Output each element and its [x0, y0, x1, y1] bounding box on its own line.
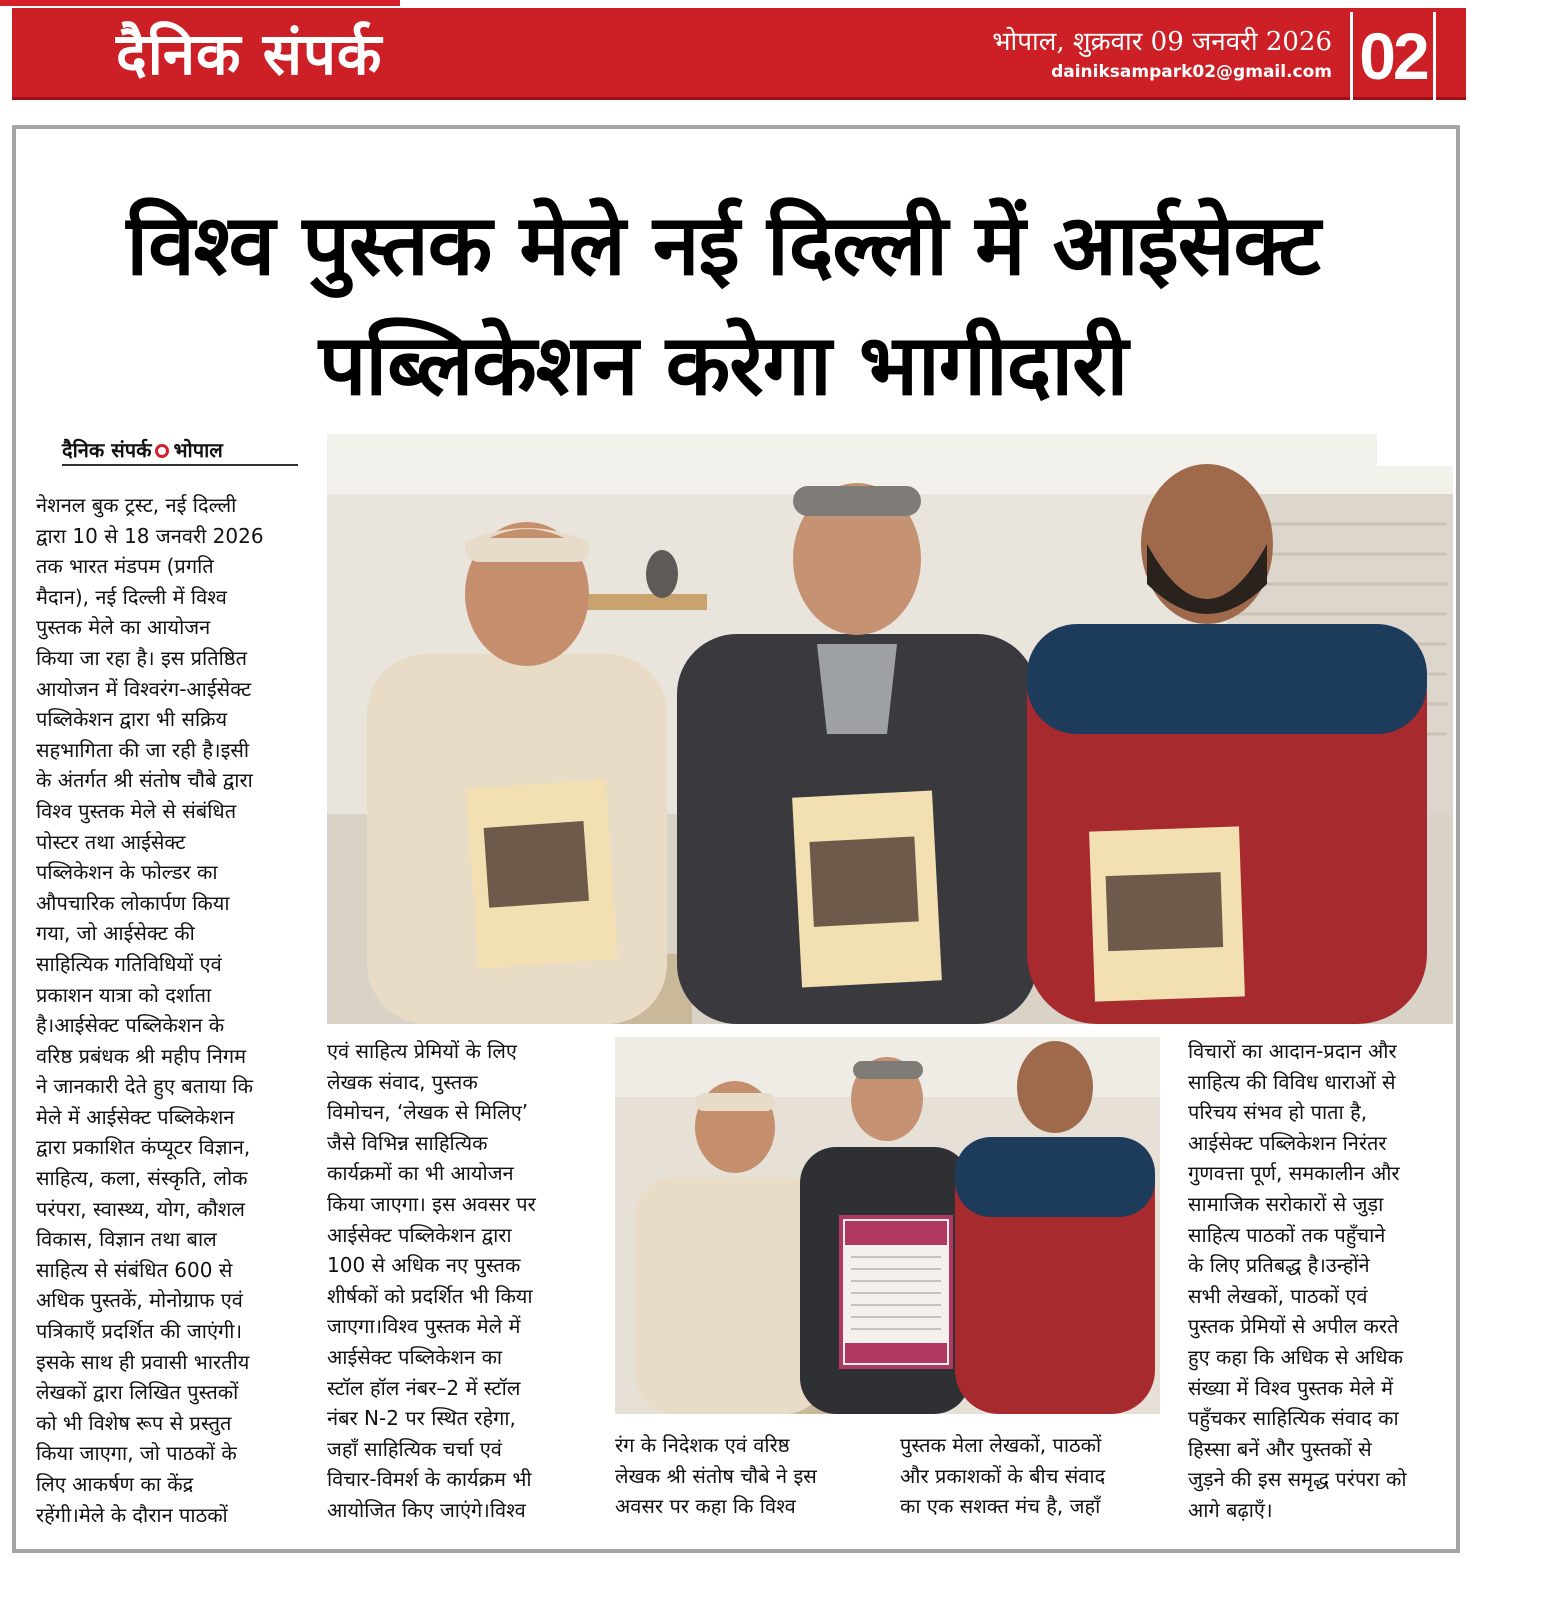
- main-photo-illustration: [327, 434, 1453, 1024]
- byline-paper: दैनिक संपर्क: [62, 438, 152, 462]
- byline: [62, 436, 298, 466]
- top-red-tab: [0, 0, 400, 6]
- secondary-photo-illustration: [615, 1037, 1160, 1414]
- headline-line-1: विश्व पुस्तक मेले नई दिल्ली में आईसेक्ट: [126, 196, 1320, 294]
- top-strip: [0, 0, 1546, 8]
- article-column-3: रंग के निदेशक एवं वरिष्ठ लेखक श्री संतोष चौबे ने इस अवसर पर कहा कि विश्व: [615, 1433, 817, 1519]
- headline-line-2: पब्लिकेशन करेगा भागीदारी: [318, 316, 1128, 414]
- byline-city: भोपाल: [173, 438, 223, 462]
- contact-email: dainiksampark02@gmail.com: [1051, 62, 1332, 82]
- article-column-1: नेशनल बुक ट्रस्ट, नई दिल्ली द्वारा 10 से 18 जनवरी 2026 तक भारत मंडपम (प्रगति मैदान), नई दिल्ली में विश्व पुस्तक मेले का आयोजन किया जा रहा है। इस प्रतिष्ठित आयोजन में विश्वरंग-आईसेक्ट पब्लिकेशन द्वारा भी सक्रिय सहभागिता की जा रही है।इसी के अंतर्गत श्री संतोष चौबे द्वारा विश्व पुस्तक मेले से संबंधित पोस्टर तथा आईसेक्ट पब्लिकेशन के फोल्डर का औपचारिक लोकार्पण किया गया, जो आईसेक्ट की साहित्यिक गतिविधियों एवं प्रकाशन यात्रा को दर्शाता है।आईसेक्ट पब्लिकेशन के वरिष्ठ प्रबंधक श्री महीप निगम ने जानकारी देते हुए बताया कि मेले में आईसेक्ट पब्लिकेशन द्वारा प्रकाशित कंप्यूटर विज्ञान, साहित्य, कला, संस्कृति, लोक परंपरा, स्वास्थ्य, योग, कौशल विकास, विज्ञान तथा बाल साहित्य से संबंधित 600 से अधिक पुस्तकें, मोनोग्राफ एवं पत्रिकाएँ प्रदर्शित की जाएंगी। इसके साथ ही प्रवासी भारतीय लेखकों द्वारा लिखित पुस्तकों को भी विशेष रूप से प्रस्तुत किया जाएगा, जो पाठकों के लिए आकर्षण का केंद्र रहेंगी।मेले के दौरान पाठकों: [36, 493, 264, 1527]
- page-number: 02: [1350, 12, 1436, 100]
- article-column-5: विचारों का आदान-प्रदान और साहित्य की विविध धाराओं से परिचय संभव हो पाता है, आईसेक्ट पब्लिकेशन निरंतर गुणवत्ता पूर्ण, समकालीन और सामाजिक सरोकारों से जुड़ा साहित्य पाठकों तक पहुँचाने के लिए प्रतिबद्ध है।उन्होंने सभी लेखकों, पाठकों एवं पुस्तक प्रेमियों से अपील करते हुए कहा कि अधिक से अधिक संख्या में विश्व पुस्तक मेले में पहुँचकर साहित्यिक संवाद का हिस्सा बनें और पुस्तकों से जुड़ने की इस समृद्ध परंपरा को आगे बढ़ाएँ।: [1188, 1039, 1407, 1522]
- main-photo: [327, 434, 1453, 1024]
- article-column-4: पुस्तक मेला लेखकों, पाठकों और प्रकाशकों के बीच संवाद का एक सशक्त मंच है, जहाँ: [900, 1433, 1106, 1519]
- article-column-2: एवं साहित्य प्रेमियों के लिए लेखक संवाद, पुस्तक विमोचन, ‘लेखक से मिलिए’ जैसे विभिन्न साहित्यिक कार्यक्रमों का भी आयोजन किया जाएगा। इस अवसर पर आईसेक्ट पब्लिकेशन द्वारा 100 से अधिक नए पुस्तक शीर्षकों को प्रदर्शित भी किया जाएगा।विश्व पुस्तक मेले में आईसेक्ट पब्लिकेशन का स्टॉल हॉल नंबर–2 में स्टॉल नंबर N-2 पर स्थित रहेगा, जहाँ साहित्यिक चर्चा एवं विचार-विमर्श के कार्यक्रम भी आयोजित किए जाएंगे।विश्व: [327, 1039, 536, 1522]
- newspaper-title: दैनिक संपर्क: [116, 20, 383, 88]
- date-line: भोपाल, शुक्रवार 09 जनवरी 2026: [992, 27, 1332, 57]
- byline-circle-icon: [155, 444, 169, 458]
- secondary-photo: [615, 1037, 1160, 1414]
- masthead: [12, 8, 1466, 100]
